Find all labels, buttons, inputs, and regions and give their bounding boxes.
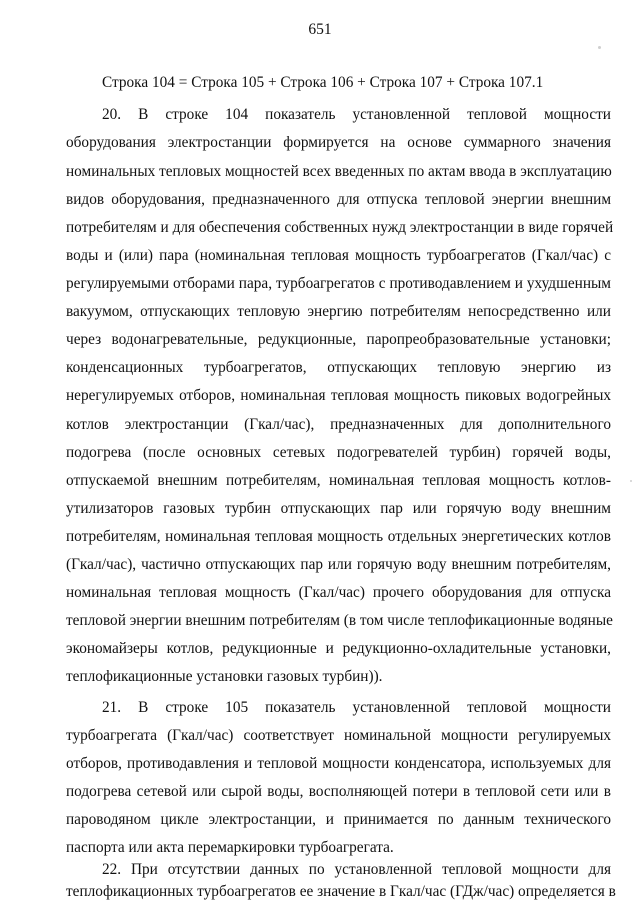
text-line: 20. В строке 104 показатель установленной тепловой мощности [102,106,611,123]
text-line: потребителям, номинальная тепловая мощность отдельных энергетических котлов [66,528,611,545]
text-line: утилизаторов газовых турбин отпускающих пар или горячую воду внешним [66,500,611,517]
text-line: вакуумом, отпускающих тепловую энергию потребителям непосредственно или [66,303,611,320]
text-line: номинальная тепловая мощность (Гкал/час) прочего оборудования для отпуска [66,584,611,601]
text-line: видов оборудования, предназначенного для отпуска тепловой энергии внешним [66,191,611,208]
text-line: конденсационных турбоагрегатов, отпускающих тепловую энергию из [66,359,611,376]
text-line: турбоагрегата (Гкал/час) соответствует номинальной мощности регулируемых [66,727,611,744]
text-line: отпускаемой внешним потребителям, номинальная тепловая мощность котлов- [66,472,611,489]
page-number: 651 [308,21,332,38]
text-line: экономайзеры котлов, редукционные и редукционно-охладительные установки, [66,640,611,657]
text-line: теплофикационные установки газовых турбин)). [66,668,383,685]
text-line: теплофикационных турбоагрегатов ее значение в Гкал/час (ГДж/час) определяется в [66,883,616,900]
text-line: отборов, противодавления и тепловой мощности конденсатора, используемых для [66,755,611,772]
scan-speck [630,480,632,482]
text-line: (Гкал/час), частично отпускающих пар или горячую воду внешним потребителям, [66,556,611,573]
text-line: номинальных тепловых мощностей всех введенных по актам ввода в эксплуатацию [66,163,612,180]
text-line: потребителям и для обеспечения собственных нужд электростанции в виде горячей [66,219,614,236]
text-line: воды и (или) пара (номинальная тепловая мощность турбоагрегатов (Гкал/час) с [66,247,611,264]
text-line: оборудования электростанции формируется на основе суммарного значения [66,134,611,151]
text-line: пароводяном цикле электростанции, и принимается по данным технического [66,811,611,828]
text-line: котлов электростанции (Гкал/час), предназначенных для дополнительного [66,416,611,433]
formula-line: Строка 104 = Строка 105 + Строка 106 + Строка 107 + Строка 107.1 [102,74,544,91]
text-line: подогрева (после основных сетевых подогревателей турбин) горячей воды, [66,444,611,461]
scan-speck [598,46,601,49]
text-line: тепловой энергии внешним потребителям (в том числе теплофикационные водяные [66,612,613,629]
text-line: 22. При отсутствии данных по установленной тепловой мощности для [102,861,611,878]
text-line: 21. В строке 105 показатель установленной тепловой мощности [102,699,611,716]
text-line: подогрева сетевой или сырой воды, восполняющей потери в тепловой сети или в [66,783,611,800]
text-line: нерегулируемых отборов, номинальная тепловая мощность пиковых водогрейных [66,387,611,404]
text-line: через водонагревательные, редукционные, паропреобразовательные установки; [66,331,611,348]
text-line: регулируемыми отборами пара, турбоагрегатов с противодавлением и ухудшенным [66,275,611,292]
text-line: паспорта или акта перемаркировки турбоагрегата. [66,839,394,856]
